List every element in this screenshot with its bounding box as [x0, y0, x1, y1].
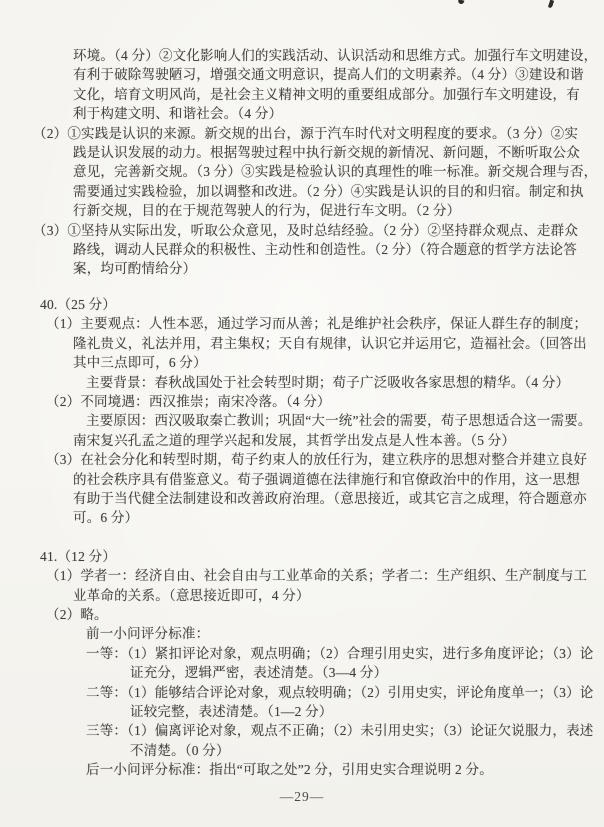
text-line: 的社会秩序具有借鉴意义。荀子强调道德在法律施行和官僚政治中的作用，这一思想 [73, 471, 580, 487]
text-line: 前一小问评分标准： [86, 626, 210, 642]
text-line: （1）学者一：经济自由、社会自由与工业革命的关系；学者二：生产组织、生产制度与工 [46, 568, 588, 584]
text-line: 路线，调动人民群众的积极性、主动性和创造性。（2 分）（符合题意的哲学方法论答 [73, 242, 577, 258]
text-line: 主要原因：西汉吸取秦亡教训；巩固“大一统”社会的需要，荀子思想适合这一需要。 [86, 413, 592, 429]
text-line: 践是认识发展的动力。根据驾驶过程中执行新交规的新情况、新问题，不断听取公众 [73, 145, 580, 161]
text-line: （3）在社会分化和转型时期，荀子约束人的放任行为，建立秩序的思想对整合并建立良好 [46, 452, 588, 468]
text-line: 有利于破除驾驶陋习，增强交通文明意识，提高人们的文明素养。（4 分）③建设和谐 [73, 67, 584, 83]
text-line: （1）主要观点：人性本恶，通过学习而从善；礼是维护社会秩序，保证人群生存的制度； [46, 316, 588, 332]
text-line: 41.（12 分） [40, 548, 117, 564]
text-line: 南宋复兴孔孟之道的理学兴起和发展，其哲学出发点是人性本善。（5 分） [73, 432, 516, 448]
text-line: 利于构建文明、和谐社会。（4 分） [73, 106, 283, 122]
text-line: 二等：（1）能够结合评论对象，观点较明确；（2）引用史实，评论角度单一；（3）论 [86, 684, 594, 700]
document-blocks [0, 46, 604, 780]
text-line: 隆礼贵义，礼法并用，君主集权；天自有规律，认识它并运用它，造福社会。（回答出 [73, 335, 587, 351]
scan-artifact-mark [458, 0, 465, 5]
page-number: —29— [279, 789, 325, 804]
text-line: 三等：（1）偏离评论对象，观点不正确；（2）未引用史实；（3）论证欠说服力，表述 [86, 723, 594, 739]
text-line: 不清楚。（0 分） [130, 742, 230, 758]
text-line: 40.（25 分） [40, 296, 117, 312]
text-line: 行新交规，目的在于规范驾驶人的行为，促进行车文明。（2 分） [73, 203, 461, 219]
text-line: 案，均可酌情给分） [73, 261, 197, 277]
text-line: （2）①实践是认识的来源。新交规的出台，源于汽车时代对文明程度的要求。（3 分）②实 [33, 125, 579, 141]
text-line: 主要背景：春秋战国处于社会转型时期；荀子广泛吸收各家思想的精华。（4 分） [86, 374, 570, 390]
text-line: 环境。（4 分）②文化影响人们的实践活动、认识活动和思维方式。加强行车文明建设， [73, 48, 598, 63]
scan-artifact-mark [548, 0, 554, 8]
question-40 [0, 295, 604, 528]
text-line: （3）①坚持从实际出发，听取公众意见，及时总结经验。（2 分）②坚持群众观点、走群众 [33, 222, 579, 238]
q39-item1-continuation [0, 46, 604, 124]
q39-item2 [0, 124, 604, 221]
text-line: 证较完整，表述清楚。（1—2 分） [130, 704, 333, 719]
text-line: 证充分，逻辑严密，表述清楚。（3—4 分） [130, 665, 388, 681]
text-line: 后一小问评分标准：指出“可取之处”2 分，引用史实合理说明 2 分。 [86, 762, 493, 778]
question-41 [0, 547, 604, 780]
text-line: 可。6 分） [73, 510, 139, 526]
text-line: 有助于当代健全法制建设和改善政府治理。（意思接近，或其它言之成理，符合题意亦 [73, 490, 587, 506]
q39-item3 [0, 221, 604, 279]
text-line: （2）略。 [46, 606, 108, 622]
text-line: 文化，培育文明风尚，是社会主义精神文明的重要组成部分。加强行车文明建设，有 [73, 86, 580, 102]
text-line: 其中三点即可，6 分） [73, 355, 207, 371]
text-line: 一等：（1）紧扣评论对象，观点明确；（2）合理引用史实，进行多角度评论；（3）论 [86, 645, 594, 661]
text-line: （2）不同境遇：西汉推崇；南宋冷落。（4 分） [46, 393, 331, 409]
text-line: 意见，完善新交规。（3 分）③实践是检验认识的真理性的唯一标准。新交规合理与否， [73, 164, 598, 180]
text-line: 需要通过实践检验，加以调整和改进。（2 分）④实践是认识的目的和归宿。制定和执 [73, 183, 584, 199]
text-line: 业革命的关系。（意思接近即可，4 分） [73, 587, 310, 603]
